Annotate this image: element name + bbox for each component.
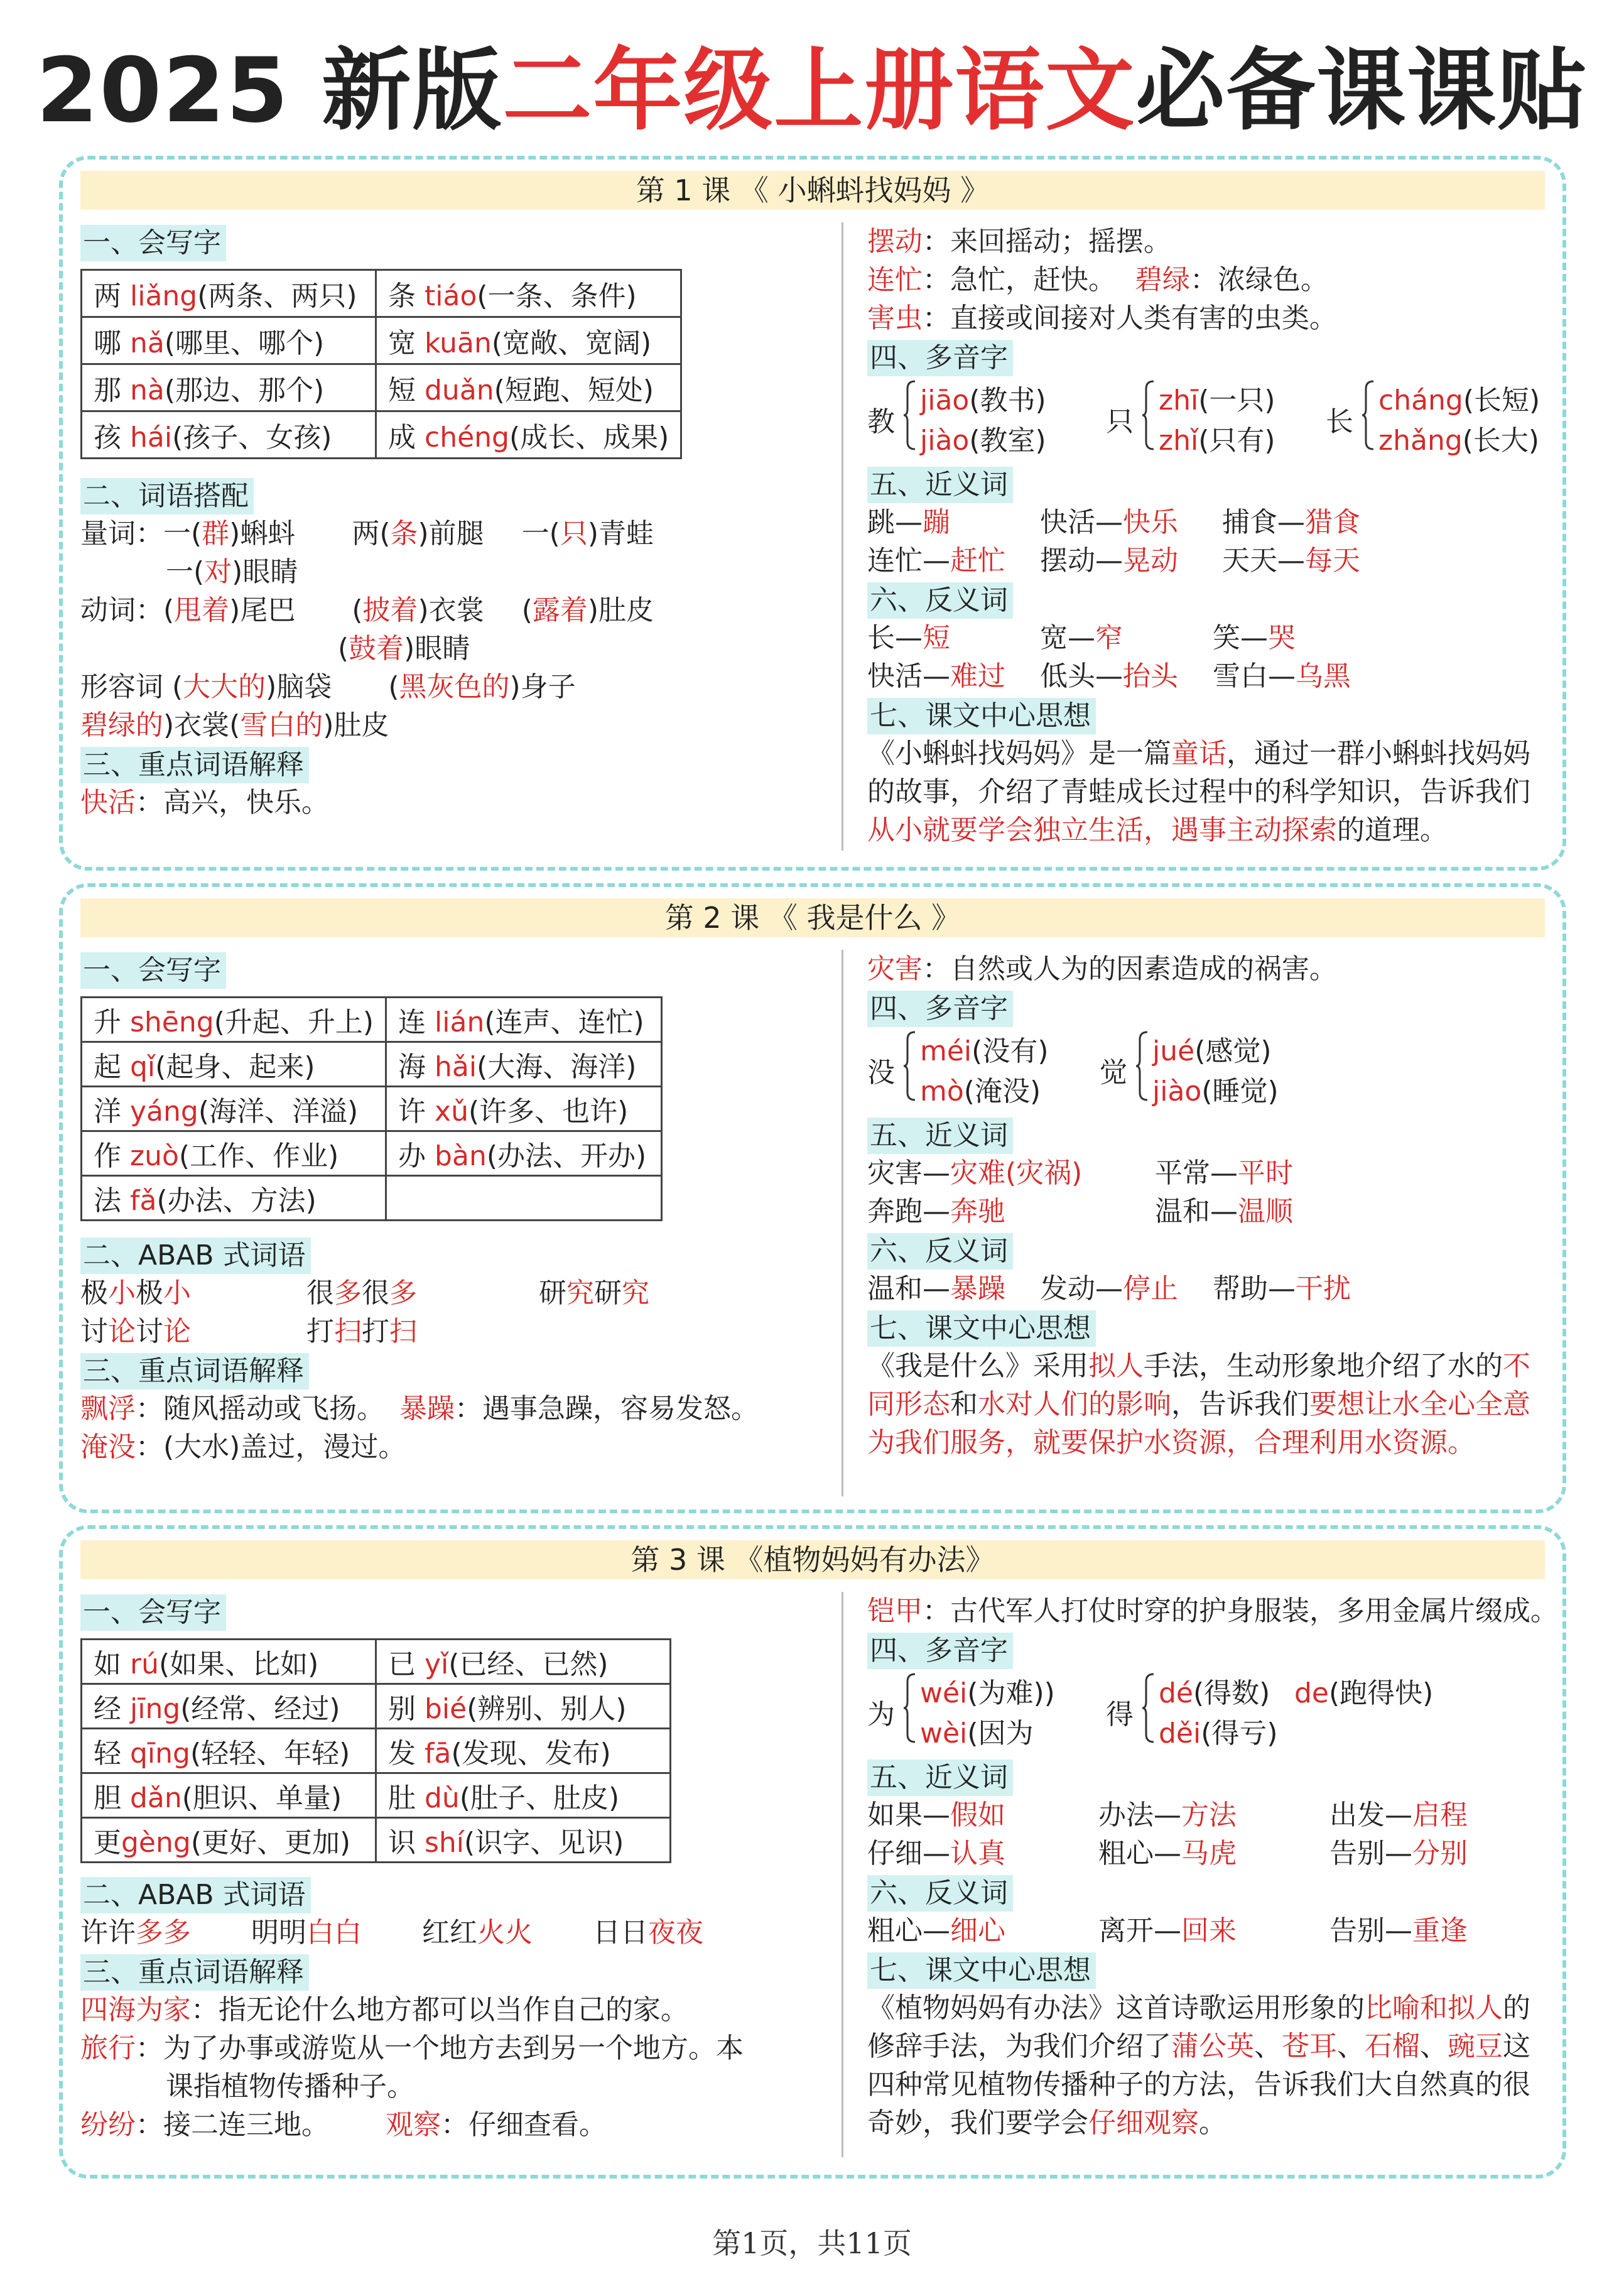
table-cell: 识 shí(识字、见识) bbox=[376, 1818, 671, 1863]
definition-line: 快活：高兴，快乐。 bbox=[80, 786, 329, 819]
section-header: 二、ABAB 式词语 bbox=[80, 1238, 311, 1274]
table-cell: 两 liǎng(两条、两只) bbox=[82, 270, 376, 317]
characters-table bbox=[80, 1638, 671, 1863]
definition-line: 铠甲：古代军人打仗时穿的护身服装，多用金属片缀成。 bbox=[867, 1595, 1558, 1627]
abab-line: 许许多多 明明白白 红红火火 日日夜夜 bbox=[80, 1917, 703, 1949]
table-row bbox=[82, 1684, 671, 1729]
section-header: 三、重点词语解释 bbox=[80, 1353, 309, 1390]
table-row bbox=[82, 364, 681, 411]
definition-line: 课指植物传播种子。 bbox=[166, 2070, 414, 2103]
summary-line: 为我们服务，就要保护水资源，合理利用水资源。 bbox=[867, 1427, 1475, 1459]
lesson-3-left bbox=[80, 1592, 840, 2144]
summary-line: 《小蝌蚪找妈妈》是一篇童话，通过一群小蝌蚪找妈妈 bbox=[867, 737, 1530, 770]
page-title: 2025 新版二年级上册语文必备课课贴 bbox=[36, 39, 1588, 143]
characters-table bbox=[80, 996, 663, 1221]
lesson-2-left bbox=[80, 950, 840, 1466]
table-cell: 作 zuò(工作、作业) bbox=[82, 1131, 386, 1176]
section-header: 七、课文中心思想 bbox=[867, 1952, 1096, 1989]
lesson-1-right bbox=[842, 222, 1551, 851]
table-cell: 办 bàn(办法、开办) bbox=[386, 1131, 662, 1176]
definition-line: 飘浮：随风摇动或飞扬。 暴躁：遇事急躁，容易发怒。 bbox=[80, 1393, 759, 1425]
synonym-line: 奔跑—奔驰 温和—温顺 bbox=[867, 1195, 1293, 1227]
table-cell: 升 shēng(升起、升上) bbox=[82, 998, 386, 1042]
table-cell: 许 xǔ(许多、也许) bbox=[386, 1087, 662, 1131]
table-cell bbox=[386, 1176, 662, 1221]
page-footer: 第1页，共11页 bbox=[712, 2226, 912, 2260]
table-cell: 宽 kuān(宽敞、宽阔) bbox=[376, 317, 681, 364]
table-row bbox=[82, 411, 681, 459]
polyphone-char: 教 bbox=[867, 406, 895, 438]
table-cell: 已 yǐ(已经、已然) bbox=[376, 1640, 671, 1684]
brace-icon bbox=[902, 1673, 916, 1743]
section-header: 一、会写字 bbox=[80, 225, 226, 261]
summary-line: 的故事，介绍了青蛙成长过程中的科学知识，告诉我们 bbox=[867, 776, 1530, 808]
definition-line: 淹没：(大水)盖过，漫过。 bbox=[80, 1431, 406, 1463]
table-cell: 孩 hái(孩子、女孩) bbox=[82, 411, 376, 459]
summary-line: 《植物妈妈有办法》这首诗歌运用形象的比喻和拟人的 bbox=[867, 1992, 1530, 2024]
lesson-3-right bbox=[842, 1592, 1558, 2157]
summary-line: 从小就要学会独立生活，遇事主动探索的道理。 bbox=[867, 814, 1448, 846]
definition-line: 四海为家：指无论什么地方都可以当作自己的家。 bbox=[80, 1994, 688, 2026]
definition-line: 旅行：为了办事或游览从一个地方去到另一个地方。本 bbox=[80, 2032, 744, 2064]
table-row bbox=[82, 1818, 671, 1863]
lesson-1-card bbox=[59, 156, 1566, 871]
collocation-line: 量词：一(群)蝌蚪 两(条)前腿 一(只)青蛙 bbox=[80, 518, 654, 550]
table-cell: 条 tiáo(一条、条件) bbox=[376, 270, 681, 317]
abab-line: 讨论讨论 打扫打扫 bbox=[80, 1315, 417, 1347]
table-row bbox=[82, 1042, 662, 1087]
synonym-line: 灾害—灾难(灾祸) 平常—平时 bbox=[867, 1157, 1293, 1189]
collocation-line: (鼓着)眼睛 bbox=[338, 633, 470, 665]
brace-icon bbox=[902, 380, 916, 450]
lesson-1-left bbox=[80, 222, 840, 822]
lesson-1-title: 第 1 课 《 小蝌蚪找妈妈 》 bbox=[80, 171, 1545, 210]
table-row bbox=[82, 1131, 662, 1176]
table-cell: 轻 qīng(轻轻、年轻) bbox=[82, 1729, 376, 1773]
section-header: 七、课文中心思想 bbox=[867, 698, 1096, 734]
antonym-line: 粗心—细心 离开—回来 告别—重逢 bbox=[867, 1915, 1468, 1947]
section-header: 一、会写字 bbox=[80, 952, 226, 989]
brace-icon bbox=[1141, 380, 1155, 450]
section-header: 六、反义词 bbox=[867, 1233, 1013, 1270]
polyphone-char: 只 bbox=[1106, 406, 1134, 438]
synonym-line: 仔细—认真 粗心—马虎 告别—分别 bbox=[867, 1837, 1468, 1869]
polyphone-group: 为 wéi(为难)) wèi(因为 得 dé(得数) děi(得亏) de(跑得快) bbox=[867, 1669, 1551, 1757]
polyphone-group: 教 jiāo(教书) jiào(教室) 只 zhī(一只) zhǐ(只有) 长 cháng(长短) zhǎng(长大) bbox=[867, 376, 1551, 464]
collocation-line: 动词：(甩着)尾巴 (披着)衣裳 (露着)肚皮 bbox=[80, 594, 654, 626]
brace-icon bbox=[902, 1031, 916, 1101]
table-cell: 洋 yáng(海洋、洋溢) bbox=[82, 1087, 386, 1131]
lesson-2-card bbox=[59, 883, 1566, 1513]
section-header: 六、反义词 bbox=[867, 582, 1013, 619]
polyphone-char: 为 bbox=[867, 1699, 895, 1731]
polyphone-char: 得 bbox=[1106, 1699, 1134, 1731]
brace-icon bbox=[1361, 380, 1375, 450]
table-cell: 如 rú(如果、比如) bbox=[82, 1640, 376, 1684]
definition-line: 纷纷：接二连三地。 观察：仔细查看。 bbox=[80, 2109, 607, 2141]
summary-line: 四种常见植物传播种子的方法，告诉我们大自然真的很 bbox=[867, 2069, 1530, 2101]
table-cell: 起 qǐ(起身、起来) bbox=[82, 1042, 386, 1087]
polyphone-group: 没 méi(没有) mò(淹没) 觉 jué(感觉) jiào(睡觉) bbox=[867, 1027, 1551, 1115]
table-row bbox=[82, 998, 662, 1042]
table-cell: 那 nà(那边、那个) bbox=[82, 364, 376, 411]
polyphone-char: 长 bbox=[1326, 406, 1353, 438]
definition-line: 灾害：自然或人为的因素造成的祸害。 bbox=[867, 953, 1337, 985]
table-row bbox=[82, 1729, 671, 1773]
section-header: 三、重点词语解释 bbox=[80, 1954, 309, 1991]
summary-line: 奇妙，我们要学会仔细观察。 bbox=[867, 2107, 1226, 2139]
antonym-line: 长—短 宽—窄 笑—哭 bbox=[867, 622, 1296, 654]
table-cell: 胆 dǎn(胆识、单量) bbox=[82, 1773, 376, 1818]
collocation-line: 一(对)眼睛 bbox=[166, 556, 298, 588]
section-header: 五、近义词 bbox=[867, 1760, 1013, 1796]
table-cell: 经 jīng(经常、经过) bbox=[82, 1684, 376, 1729]
synonym-line: 连忙—赶忙 摆动—晃动 天天—每天 bbox=[867, 545, 1360, 577]
lesson-3-card bbox=[59, 1525, 1566, 2179]
definition-line: 摆动：来回摇动；摇摆。 bbox=[867, 226, 1171, 258]
section-header: 二、词语搭配 bbox=[80, 478, 254, 514]
section-header: 一、会写字 bbox=[80, 1594, 226, 1631]
collocation-line: 形容词 (大大的)脑袋 (黑灰色的)身子 bbox=[80, 671, 576, 703]
section-header: 七、课文中心思想 bbox=[867, 1310, 1096, 1347]
antonym-line: 快活—难过 低头—抬头 雪白—乌黑 bbox=[867, 660, 1351, 692]
abab-line: 极小极小 很多很多 研究研究 bbox=[80, 1277, 649, 1309]
lesson-3-title: 第 3 课 《植物妈妈有办法》 bbox=[80, 1540, 1545, 1579]
section-header: 五、近义词 bbox=[867, 1118, 1013, 1154]
definition-line: 连忙：急忙，赶快。 碧绿：浓绿色。 bbox=[867, 264, 1328, 296]
table-cell: 肚 dù(肚子、肚皮) bbox=[376, 1773, 671, 1818]
section-header: 四、多音字 bbox=[867, 1633, 1013, 1669]
definition-line: 害虫：直接或间接对人类有害的虫类。 bbox=[867, 302, 1337, 334]
section-header: 三、重点词语解释 bbox=[80, 747, 309, 783]
lesson-2-title: 第 2 课 《 我是什么 》 bbox=[80, 898, 1545, 937]
section-header: 四、多音字 bbox=[867, 340, 1013, 376]
lesson-2-right bbox=[842, 950, 1551, 1496]
polyphone-char: 觉 bbox=[1100, 1057, 1127, 1089]
antonym-line: 温和—暴躁 发动—停止 帮助—干扰 bbox=[867, 1273, 1351, 1305]
brace-icon bbox=[1141, 1673, 1155, 1743]
polyphone-char: 没 bbox=[867, 1057, 895, 1089]
table-cell: 更gèng(更好、更加) bbox=[82, 1818, 376, 1863]
collocation-line: 碧绿的)衣裳(雪白的)肚皮 bbox=[80, 709, 389, 741]
table-cell: 法 fǎ(办法、方法) bbox=[82, 1176, 386, 1221]
synonym-line: 如果—假如 办法—方法 出发—启程 bbox=[867, 1799, 1468, 1831]
table-row bbox=[82, 317, 681, 364]
section-header: 五、近义词 bbox=[867, 467, 1013, 503]
table-cell: 成 chéng(成长、成果) bbox=[376, 411, 681, 459]
brace-icon bbox=[1135, 1031, 1149, 1101]
table-cell: 短 duǎn(短跑、短处) bbox=[376, 364, 681, 411]
summary-line: 同形态和水对人们的影响，告诉我们要想让水全心全意 bbox=[867, 1388, 1530, 1420]
section-header: 四、多音字 bbox=[867, 991, 1013, 1027]
table-row bbox=[82, 1640, 671, 1684]
section-header: 六、反义词 bbox=[867, 1875, 1013, 1912]
synonym-line: 跳—蹦 快活—快乐 捕食—猎食 bbox=[867, 506, 1360, 538]
table-row bbox=[82, 1087, 662, 1131]
summary-line: 修辞手法，为我们介绍了蒲公英、苍耳、石榴、豌豆这 bbox=[867, 2030, 1530, 2062]
table-row bbox=[82, 270, 681, 317]
characters-table bbox=[80, 269, 682, 459]
table-row bbox=[82, 1773, 671, 1818]
table-cell: 海 hǎi(大海、海洋) bbox=[386, 1042, 662, 1087]
table-cell: 别 bié(辨别、别人) bbox=[376, 1684, 671, 1729]
table-cell: 连 lián(连声、连忙) bbox=[386, 998, 662, 1042]
summary-line: 《我是什么》采用拟人手法，生动形象地介绍了水的不 bbox=[867, 1350, 1530, 1382]
table-cell: 哪 nǎ(哪里、哪个) bbox=[82, 317, 376, 364]
table-row bbox=[82, 1176, 662, 1221]
section-header: 二、ABAB 式词语 bbox=[80, 1877, 311, 1913]
table-cell: 发 fā(发现、发布) bbox=[376, 1729, 671, 1773]
